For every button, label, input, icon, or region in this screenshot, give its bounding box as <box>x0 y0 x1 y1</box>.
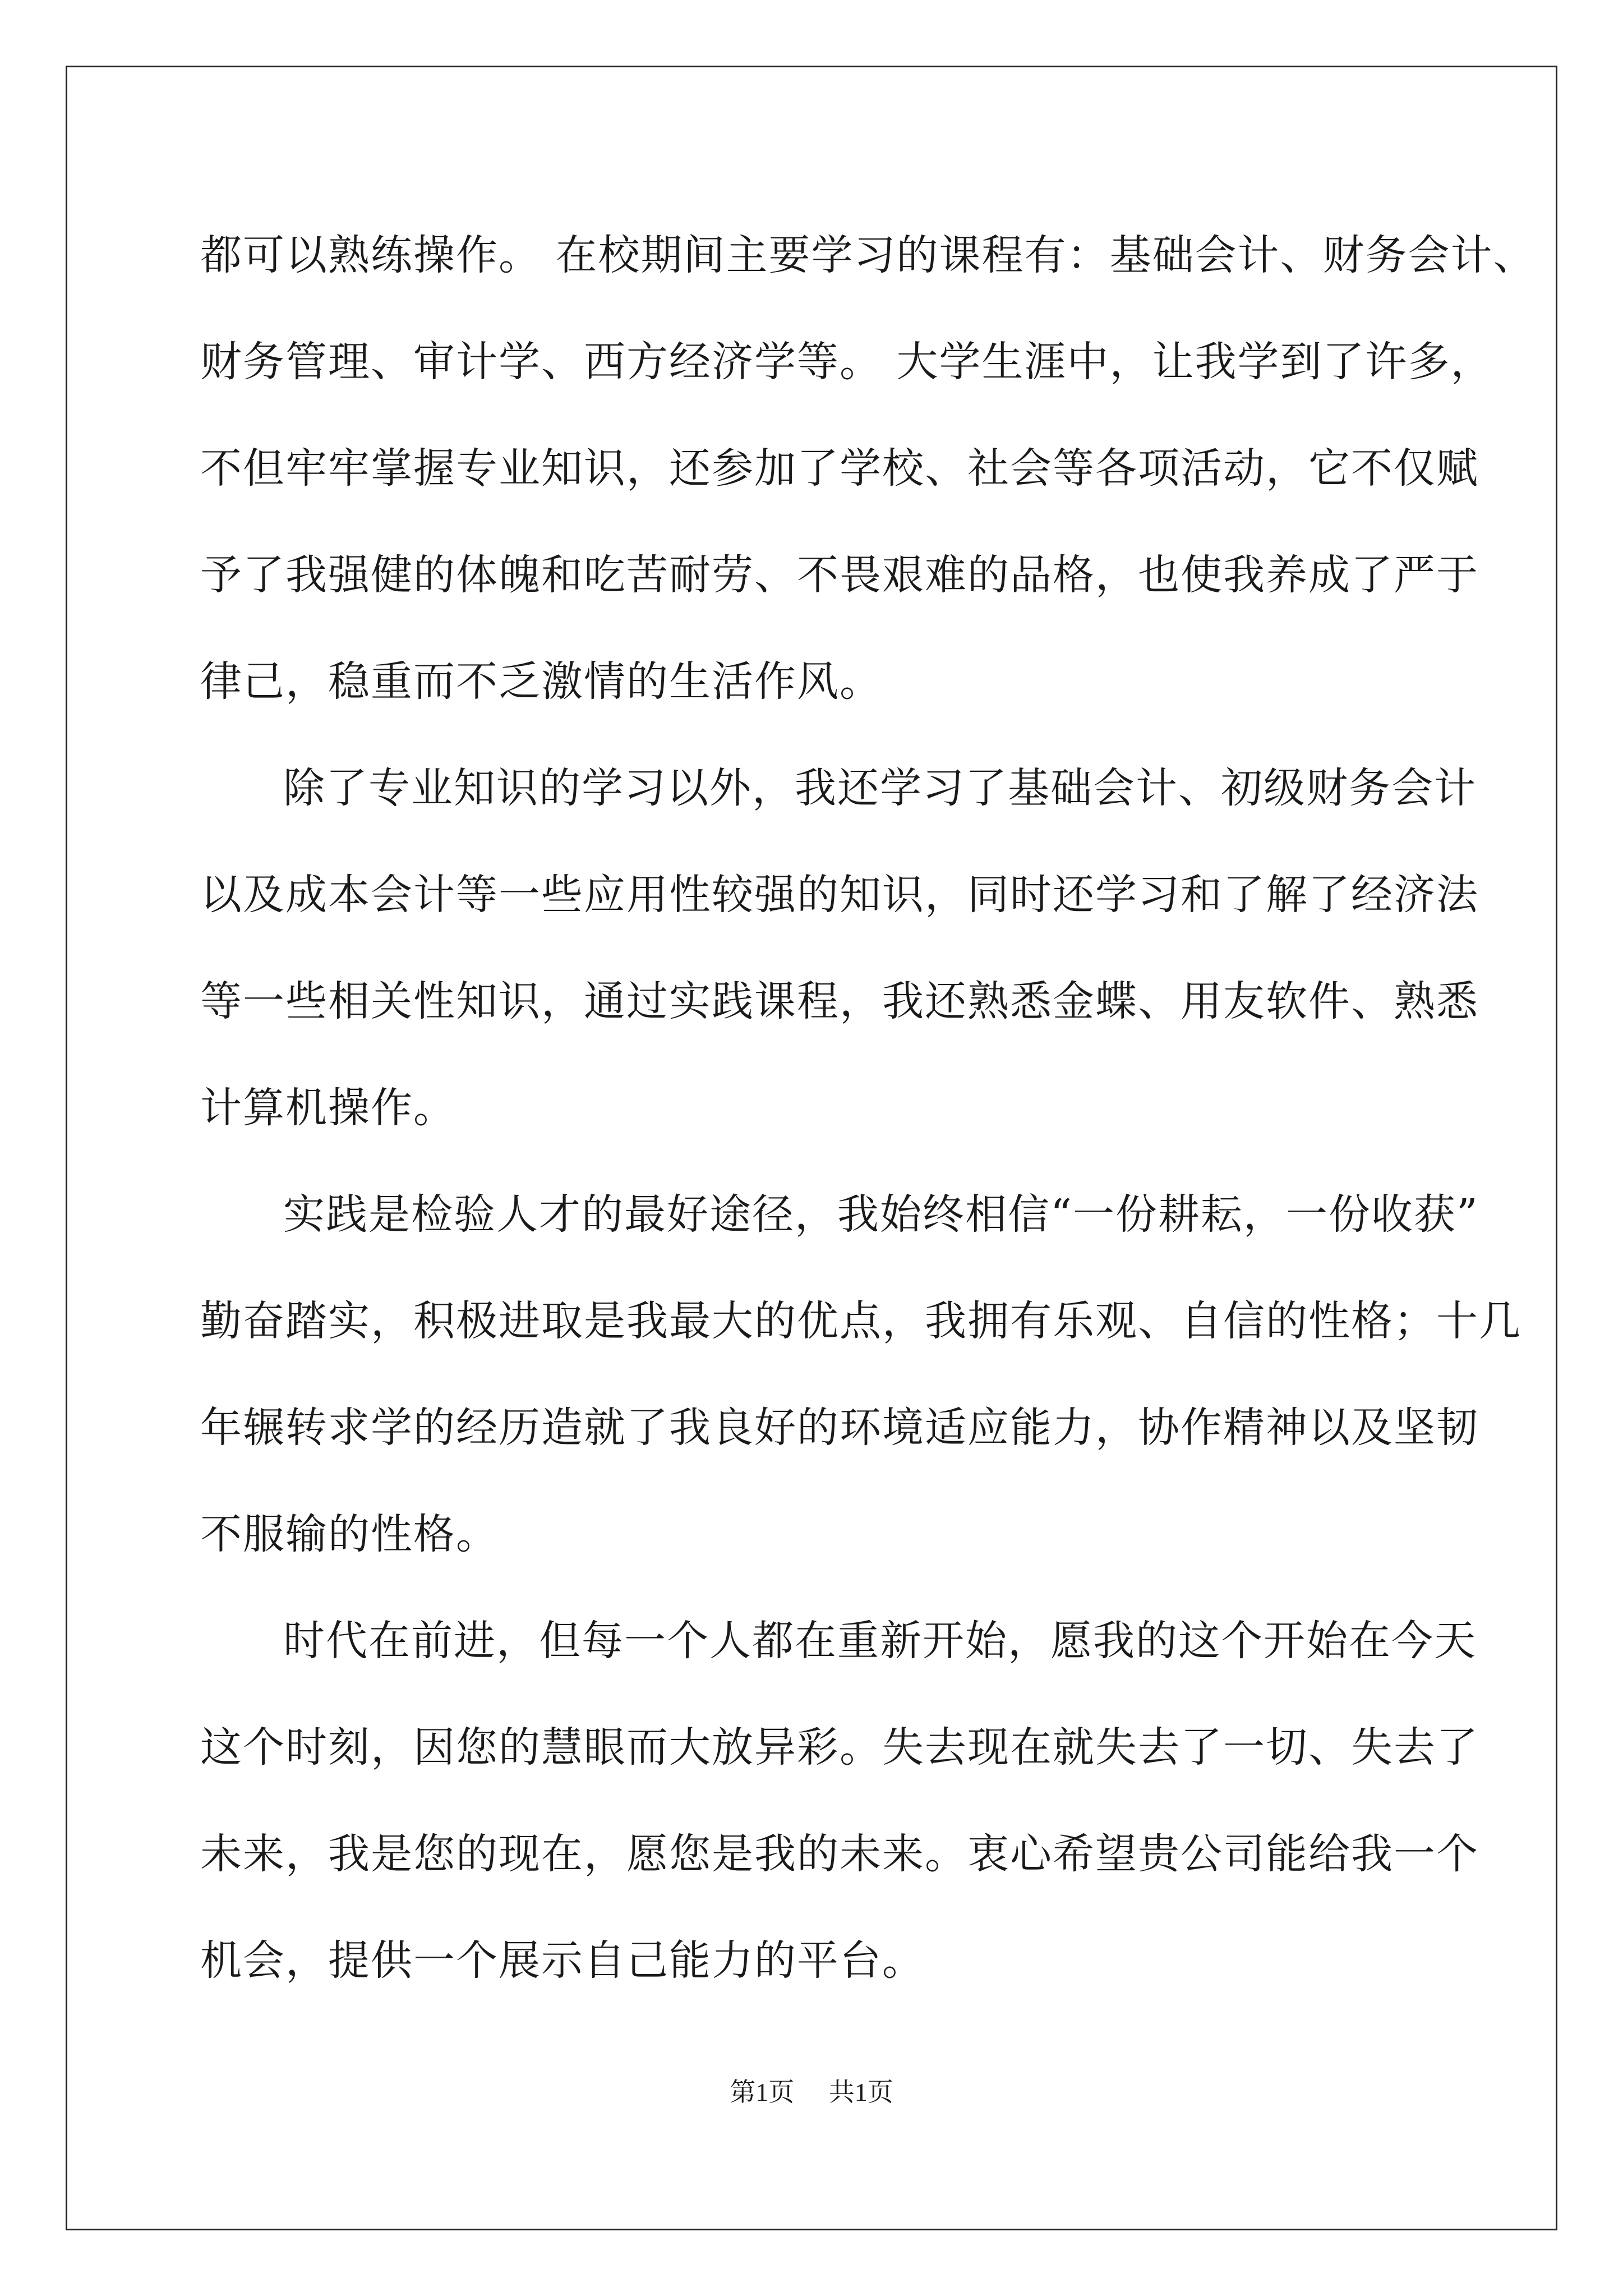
text-line: 机会，提供一个展示自己能力的平台。 <box>200 1936 925 1985</box>
text-line: 未来，我是您的现在，愿您是我的未来。衷心希望贵公司能给我一个 <box>200 1830 1479 1878</box>
page-footer <box>0 2076 1623 2109</box>
text-line: 等一些相关性知识，通过实践课程，我还熟悉金蝶、用友软件、熟悉 <box>200 977 1479 1025</box>
text-line: 不但牢牢掌握专业知识，还参加了学校、社会等各项活动，它不仅赋 <box>200 444 1479 493</box>
page-number-total: 共1页 <box>828 2078 893 2106</box>
text-line: 不服输的性格。 <box>200 1510 499 1558</box>
text-line: 予了我强健的体魄和吃苦耐劳、不畏艰难的品格，也使我养成了严于 <box>200 551 1479 599</box>
text-line: 年辗转求学的经历造就了我良好的环境适应能力，协作精神以及坚韧 <box>200 1404 1479 1452</box>
document-body <box>200 202 1536 2014</box>
paragraph-start-line: 时代在前进，但每一个人都在重新开始，愿我的这个开始在今天 <box>283 1617 1477 1665</box>
paragraph-start-line: 实践是检验人才的最好途径，我始终相信“一份耕耘，一份收获” <box>283 1190 1479 1239</box>
paragraph-start-line: 除了专业知识的学习以外，我还学习了基础会计、初级财务会计 <box>283 764 1477 812</box>
text-line: 律己，稳重而不乏激情的生活作风。 <box>200 657 882 706</box>
page-number-current: 第1页 <box>730 2078 795 2106</box>
text-line: 财务管理、审计学、西方经济学等。 大学生涯中，让我学到了许多， <box>200 338 1493 386</box>
text-line: 计算机操作。 <box>200 1084 456 1132</box>
text-line: 勤奋踏实，积极进取是我最大的优点，我拥有乐观、自信的性格；十几 <box>200 1297 1521 1345</box>
text-line: 都可以熟练操作。 在校期间主要学习的课程有：基础会计、财务会计、 <box>200 231 1536 279</box>
text-line: 以及成本会计等一些应用性较强的知识，同时还学习和了解了经济法 <box>200 871 1479 919</box>
text-line: 这个时刻，因您的慧眼而大放异彩。失去现在就失去了一切、失去了 <box>200 1723 1479 1772</box>
